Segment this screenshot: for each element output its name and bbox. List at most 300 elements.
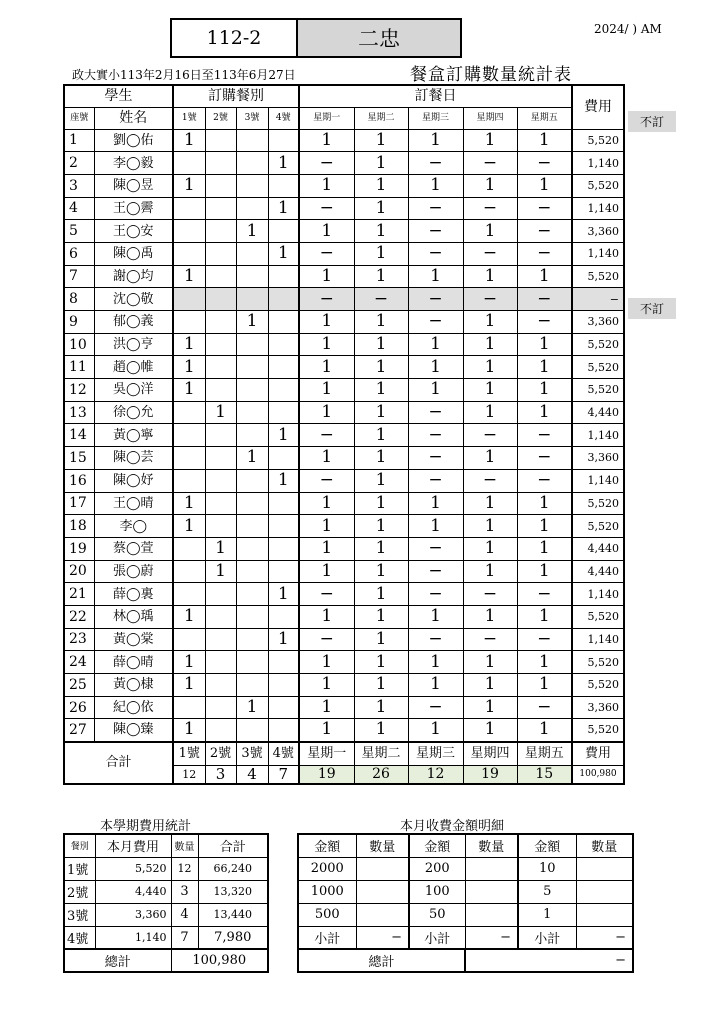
meal-cell xyxy=(268,537,299,560)
total-meal-4-header: 4號 xyxy=(268,742,299,766)
student-row xyxy=(64,469,624,492)
cash-amount: 100 xyxy=(409,880,465,903)
day-cell: 1 xyxy=(299,311,354,334)
meal-cell xyxy=(268,379,299,402)
seat-number: 7 xyxy=(64,265,94,288)
day-cell: 1 xyxy=(463,447,517,470)
fee-cell: 5,520 xyxy=(572,379,624,402)
fee-cell: 1,140 xyxy=(572,197,624,220)
day-cell: 1 xyxy=(463,560,517,583)
sem-qty: 3 xyxy=(171,880,198,903)
day-cell: 1 xyxy=(354,447,408,470)
day-cell: 1 xyxy=(299,220,354,243)
seat-number: 21 xyxy=(64,583,94,606)
total-fee-header: 費用 xyxy=(572,742,624,766)
seat-number: 27 xyxy=(64,719,94,742)
day-cell: 1 xyxy=(354,583,408,606)
meal-cell xyxy=(173,197,205,220)
day-cell: 1 xyxy=(299,333,354,356)
day-cell: 1 xyxy=(463,220,517,243)
cash-qty xyxy=(576,857,633,880)
meal-cell xyxy=(268,311,299,334)
student-row xyxy=(64,242,624,265)
seat-number: 26 xyxy=(64,696,94,719)
sem-fee: 1,140 xyxy=(95,926,171,949)
day-cell: − xyxy=(408,447,463,470)
meal-cell xyxy=(205,674,236,697)
meal-cell xyxy=(173,696,205,719)
meal-cell xyxy=(173,220,205,243)
total-meal-2: 3 xyxy=(205,766,236,784)
meal-cell xyxy=(268,174,299,197)
day-cell: 1 xyxy=(517,605,572,628)
day-cell: 1 xyxy=(517,651,572,674)
meal-cell xyxy=(205,288,236,311)
total-meal-1: 12 xyxy=(173,766,205,784)
seat-number: 22 xyxy=(64,605,94,628)
meal-cell xyxy=(173,152,205,175)
total-day-header: 星期五 xyxy=(517,742,572,766)
meal-cell xyxy=(205,174,236,197)
day-cell: 1 xyxy=(299,560,354,583)
fee-cell: 4,440 xyxy=(572,537,624,560)
day-cell: 1 xyxy=(354,560,408,583)
cash-amount: 200 xyxy=(409,857,465,880)
day-cell: 1 xyxy=(517,265,572,288)
student-name: 李◯毅 xyxy=(94,152,173,175)
student-row xyxy=(64,674,624,697)
day-cell: 1 xyxy=(463,265,517,288)
day-cell: 1 xyxy=(299,674,354,697)
student-name: 陳◯禹 xyxy=(94,242,173,265)
meal-cell xyxy=(268,401,299,424)
cash-qty xyxy=(356,857,409,880)
seat-number: 17 xyxy=(64,492,94,515)
day-cell: 1 xyxy=(408,719,463,742)
student-row xyxy=(64,379,624,402)
fee-cell: 4,440 xyxy=(572,401,624,424)
day-cell: 1 xyxy=(463,537,517,560)
fee-cell: 1,140 xyxy=(572,152,624,175)
sem-type-header: 餐別 xyxy=(64,834,95,857)
seat-number: 6 xyxy=(64,242,94,265)
meal-cell xyxy=(236,129,268,152)
day-cell: − xyxy=(408,152,463,175)
sem-sum: 66,240 xyxy=(198,857,268,880)
meal-cell xyxy=(236,469,268,492)
student-row xyxy=(64,424,624,447)
cash-amount-header: 金額 xyxy=(518,834,576,857)
meal-cell xyxy=(236,356,268,379)
class-code: 112-2 xyxy=(170,18,298,58)
day-cell: 1 xyxy=(354,719,408,742)
day-cell: − xyxy=(517,242,572,265)
seat-number: 19 xyxy=(64,537,94,560)
student-row xyxy=(64,220,624,243)
seat-number: 16 xyxy=(64,469,94,492)
day-cell: − xyxy=(408,469,463,492)
meal-cell xyxy=(236,197,268,220)
student-name: 陳◯妤 xyxy=(94,469,173,492)
meal-cell xyxy=(268,696,299,719)
fee-cell: 5,520 xyxy=(572,674,624,697)
meal-cell xyxy=(268,265,299,288)
cash-qty-header: 數量 xyxy=(465,834,518,857)
day-cell: 1 xyxy=(463,311,517,334)
day-cell: − xyxy=(517,447,572,470)
meal-cell xyxy=(173,447,205,470)
meal-cell xyxy=(205,447,236,470)
student-row xyxy=(64,651,624,674)
meal-cell xyxy=(173,583,205,606)
fee-cell: 5,520 xyxy=(572,515,624,538)
meal-cell: 1 xyxy=(268,152,299,175)
meal-cell xyxy=(205,469,236,492)
day-cell: 1 xyxy=(463,333,517,356)
day-cell: − xyxy=(463,424,517,447)
day-cell: − xyxy=(463,288,517,311)
meal-cell xyxy=(205,492,236,515)
day-cell: − xyxy=(463,197,517,220)
semester-table xyxy=(63,833,269,973)
day-cell: 1 xyxy=(517,379,572,402)
day-header: 星期二 xyxy=(354,107,408,129)
day-cell: − xyxy=(408,242,463,265)
meal-cell xyxy=(236,424,268,447)
student-name: 徐◯允 xyxy=(94,401,173,424)
day-cell: 1 xyxy=(517,674,572,697)
meal-cell: 1 xyxy=(173,265,205,288)
day-cell: 1 xyxy=(408,651,463,674)
student-name: 王◯霽 xyxy=(94,197,173,220)
day-cell: 1 xyxy=(517,333,572,356)
seat-number: 9 xyxy=(64,311,94,334)
day-cell: 1 xyxy=(354,674,408,697)
day-cell: − xyxy=(517,583,572,606)
cash-amount: 2000 xyxy=(298,857,356,880)
day-cell: 1 xyxy=(408,129,463,152)
cash-title: 本月收費金額明細 xyxy=(400,819,505,834)
student-row xyxy=(64,492,624,515)
meal-cell xyxy=(205,242,236,265)
day-cell: − xyxy=(463,242,517,265)
seat-number: 4 xyxy=(64,197,94,220)
day-cell: 1 xyxy=(299,379,354,402)
day-cell: − xyxy=(517,288,572,311)
seat-number: 12 xyxy=(64,379,94,402)
seat-number: 20 xyxy=(64,560,94,583)
meal-cell xyxy=(236,674,268,697)
cash-qty-header: 數量 xyxy=(576,834,633,857)
meal-cell xyxy=(236,401,268,424)
cash-amount-header: 金額 xyxy=(298,834,356,857)
day-cell: − xyxy=(299,288,354,311)
day-cell: − xyxy=(463,152,517,175)
meal-cell xyxy=(173,401,205,424)
day-cell: 1 xyxy=(517,537,572,560)
sem-sum: 13,440 xyxy=(198,903,268,926)
meal-cell xyxy=(268,651,299,674)
day-cell: 1 xyxy=(408,356,463,379)
seat-number: 1 xyxy=(64,129,94,152)
cash-subtotal-label: 小計 xyxy=(518,926,576,949)
student-row xyxy=(64,537,624,560)
meal-cell xyxy=(236,152,268,175)
day-header: 星期三 xyxy=(408,107,463,129)
cash-qty xyxy=(356,880,409,903)
cash-amount: 10 xyxy=(518,857,576,880)
total-day: 19 xyxy=(463,766,517,784)
seat-number: 3 xyxy=(64,174,94,197)
student-row xyxy=(64,583,624,606)
fee-cell: 4,440 xyxy=(572,560,624,583)
meal-cell xyxy=(236,537,268,560)
day-cell: − xyxy=(463,583,517,606)
day-cell: − xyxy=(408,311,463,334)
day-cell: − xyxy=(408,424,463,447)
cash-qty xyxy=(576,903,633,926)
day-cell: 1 xyxy=(299,447,354,470)
meal-cell: 1 xyxy=(173,674,205,697)
fee-cell: 5,520 xyxy=(572,719,624,742)
day-header: 星期五 xyxy=(517,107,572,129)
day-cell: 1 xyxy=(299,651,354,674)
meal-cell xyxy=(173,311,205,334)
order-table xyxy=(63,84,625,785)
total-meal-2-header: 2號 xyxy=(205,742,236,766)
meal-2-header: 2號 xyxy=(205,107,236,129)
name-header: 姓名 xyxy=(94,107,173,129)
day-cell: − xyxy=(408,288,463,311)
meal-cell: 1 xyxy=(173,605,205,628)
totals-label: 合計 xyxy=(64,742,173,784)
meal-cell xyxy=(268,288,299,311)
meal-cell: 1 xyxy=(236,447,268,470)
day-cell: − xyxy=(517,696,572,719)
student-name: 陳◯芸 xyxy=(94,447,173,470)
meal-cell: 1 xyxy=(173,515,205,538)
date-range: 政大實小113年2月16日至113年6月27日 xyxy=(72,68,296,82)
meal-cell xyxy=(268,356,299,379)
meal-cell xyxy=(205,311,236,334)
day-cell: − xyxy=(517,628,572,651)
seat-number: 24 xyxy=(64,651,94,674)
meal-cell xyxy=(205,696,236,719)
day-cell: − xyxy=(517,197,572,220)
meal-cell xyxy=(173,560,205,583)
meal-cell xyxy=(173,288,205,311)
day-cell: 1 xyxy=(299,537,354,560)
fee-cell: 5,520 xyxy=(572,356,624,379)
cash-qty xyxy=(465,880,518,903)
no-order-badge: 不訂 xyxy=(628,111,676,132)
meal-cell: 1 xyxy=(173,719,205,742)
meal-cell: 1 xyxy=(205,537,236,560)
cash-table xyxy=(297,833,634,973)
semester-title: 本學期費用統計 xyxy=(100,819,192,834)
sem-grand-label: 總計 xyxy=(64,949,171,972)
meal-cell xyxy=(236,333,268,356)
student-name: 黃◯棣 xyxy=(94,674,173,697)
day-cell: 1 xyxy=(299,129,354,152)
day-cell: 1 xyxy=(463,696,517,719)
cash-subtotal-value: − xyxy=(356,926,409,949)
seat-number: 8 xyxy=(64,288,94,311)
day-cell: 1 xyxy=(463,651,517,674)
student-row xyxy=(64,174,624,197)
meal-cell xyxy=(236,628,268,651)
fee-header: 費用 xyxy=(572,85,624,129)
day-cell: 1 xyxy=(354,424,408,447)
day-cell: 1 xyxy=(354,333,408,356)
meal-cell xyxy=(236,492,268,515)
seat-number: 23 xyxy=(64,628,94,651)
meal-cell xyxy=(268,220,299,243)
seat-number: 10 xyxy=(64,333,94,356)
day-cell: − xyxy=(408,628,463,651)
day-cell: 1 xyxy=(408,674,463,697)
cash-subtotal-value: − xyxy=(465,926,518,949)
meal-cell: 1 xyxy=(268,583,299,606)
meal-cell xyxy=(236,651,268,674)
student-row xyxy=(64,696,624,719)
day-cell: 1 xyxy=(354,242,408,265)
no-order-badge: 不訂 xyxy=(628,298,676,319)
total-day-header: 星期二 xyxy=(354,742,408,766)
seat-header: 座號 xyxy=(64,107,94,129)
fee-cell: 5,520 xyxy=(572,492,624,515)
day-cell: − xyxy=(517,469,572,492)
total-day-header: 星期四 xyxy=(463,742,517,766)
day-cell: 1 xyxy=(463,379,517,402)
meal-cell xyxy=(205,515,236,538)
day-cell: − xyxy=(408,583,463,606)
meal-cell: 1 xyxy=(173,379,205,402)
fee-cell: 5,520 xyxy=(572,129,624,152)
day-cell: 1 xyxy=(354,152,408,175)
day-header: 星期一 xyxy=(299,107,354,129)
day-cell: 1 xyxy=(408,333,463,356)
meal-cell xyxy=(236,583,268,606)
meal-cell xyxy=(205,605,236,628)
student-name: 謝◯均 xyxy=(94,265,173,288)
meal-cell xyxy=(205,356,236,379)
student-row xyxy=(64,719,624,742)
student-header: 學生 xyxy=(64,85,173,107)
day-cell: − xyxy=(408,220,463,243)
student-name: 趙◯帷 xyxy=(94,356,173,379)
fee-cell: 3,360 xyxy=(572,447,624,470)
day-cell: − xyxy=(299,242,354,265)
student-name: 洪◯亨 xyxy=(94,333,173,356)
day-cell: 1 xyxy=(354,492,408,515)
student-name: 王◯晴 xyxy=(94,492,173,515)
meal-cell: 1 xyxy=(268,424,299,447)
meal-cell: 1 xyxy=(205,401,236,424)
meal-cell: 1 xyxy=(268,197,299,220)
student-name: 林◯瑀 xyxy=(94,605,173,628)
meal-cell xyxy=(205,651,236,674)
meal-cell: 1 xyxy=(236,696,268,719)
day-cell: 1 xyxy=(517,356,572,379)
total-day: 26 xyxy=(354,766,408,784)
cash-row xyxy=(298,880,633,903)
meal-cell: 1 xyxy=(205,560,236,583)
student-name: 黃◯寧 xyxy=(94,424,173,447)
meal-cell xyxy=(173,628,205,651)
day-cell: 1 xyxy=(299,492,354,515)
order-days-header: 訂餐日 xyxy=(299,85,572,107)
meal-cell xyxy=(268,674,299,697)
day-cell: − xyxy=(517,311,572,334)
student-name: 陳◯臻 xyxy=(94,719,173,742)
day-cell: − xyxy=(299,628,354,651)
meal-cell: 1 xyxy=(173,333,205,356)
student-name: 蔡◯萱 xyxy=(94,537,173,560)
meal-cell: 1 xyxy=(173,174,205,197)
meal-cell xyxy=(205,719,236,742)
day-cell: 1 xyxy=(354,220,408,243)
meal-cell xyxy=(268,492,299,515)
day-cell: 1 xyxy=(299,719,354,742)
day-cell: 1 xyxy=(408,515,463,538)
day-cell: 1 xyxy=(354,537,408,560)
cash-amount: 1 xyxy=(518,903,576,926)
student-row xyxy=(64,311,624,334)
meal-cell xyxy=(236,288,268,311)
cash-subtotal-label: 小計 xyxy=(298,926,356,949)
student-row xyxy=(64,356,624,379)
total-meal-4: 7 xyxy=(268,766,299,784)
day-cell: 1 xyxy=(517,492,572,515)
seat-number: 15 xyxy=(64,447,94,470)
total-meal-3-header: 3號 xyxy=(236,742,268,766)
meal-cell xyxy=(236,560,268,583)
day-cell: 1 xyxy=(299,356,354,379)
meal-cell xyxy=(236,265,268,288)
class-name: 二忠 xyxy=(298,18,462,58)
day-cell: − xyxy=(517,152,572,175)
day-cell: − xyxy=(408,401,463,424)
student-name: 王◯安 xyxy=(94,220,173,243)
seat-number: 18 xyxy=(64,515,94,538)
meal-3-header: 3號 xyxy=(236,107,268,129)
cash-amount: 5 xyxy=(518,880,576,903)
meal-cell xyxy=(205,220,236,243)
fee-cell: 1,140 xyxy=(572,469,624,492)
day-cell: 1 xyxy=(354,197,408,220)
meal-cell: 1 xyxy=(173,651,205,674)
total-fee: 100,980 xyxy=(572,766,624,784)
student-row xyxy=(64,288,624,311)
student-row xyxy=(64,605,624,628)
student-name: 吳◯洋 xyxy=(94,379,173,402)
day-cell: − xyxy=(299,152,354,175)
student-row xyxy=(64,152,624,175)
student-name: 陳◯昱 xyxy=(94,174,173,197)
meal-cell xyxy=(173,242,205,265)
meal-cell xyxy=(205,152,236,175)
day-cell: 1 xyxy=(354,129,408,152)
sem-qty: 4 xyxy=(171,903,198,926)
sem-fee: 3,360 xyxy=(95,903,171,926)
sem-fee-header: 本月費用 xyxy=(95,834,171,857)
student-row xyxy=(64,447,624,470)
day-cell: 1 xyxy=(354,356,408,379)
sem-sum: 13,320 xyxy=(198,880,268,903)
day-cell: 1 xyxy=(463,605,517,628)
sem-qty: 12 xyxy=(171,857,198,880)
